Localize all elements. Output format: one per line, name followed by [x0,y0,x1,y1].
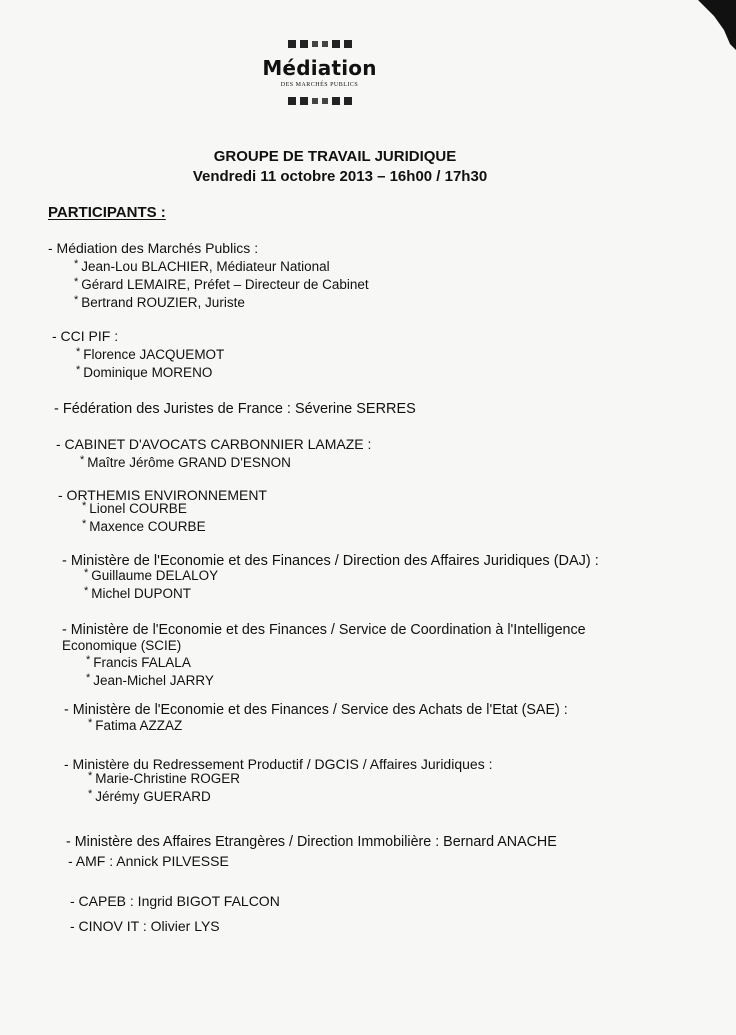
participant-name: * Michel DUPONT [84,586,191,603]
participant-name: * Maître Jérôme GRAND D'ESNON [80,455,291,472]
logo-name: Médiation [262,56,377,80]
mediation-logo [262,40,377,107]
org-line: - Ministère des Affaires Etrangères / Direction Immobilière : Bernard ANACHE [66,834,557,850]
corner-scan-mark [696,0,736,50]
org-line: - Ministère du Redressement Productif / DGCIS / Affaires Juridiques : [64,756,493,772]
participant-name: * Florence JACQUEMOT [76,347,224,364]
logo-subtitle: DES MARCHÉS PUBLICS [280,82,359,88]
org-line: - Ministère de l'Economie et des Finances / Direction des Affaires Juridiques (DAJ) : [62,553,599,569]
participant-name: * Jérémy GUERARD [88,789,211,806]
participant-name: * Lionel COURBE [82,501,187,518]
org-line: - CCI PIF : [52,328,119,344]
participant-name: * Dominique MORENO [76,365,212,382]
participant-name: * Bertrand ROUZIER, Juriste [74,295,245,312]
org-line: - CABINET D'AVOCATS CARBONNIER LAMAZE : [56,436,372,452]
participant-name: * Francis FALALA [86,655,191,672]
org-line: - Ministère de l'Economie et des Finances / Service de Coordination à l'Intelligence [62,622,586,638]
participant-name: * Jean-Lou BLACHIER, Médiateur National [74,259,330,276]
org-line: - AMF : Annick PILVESSE [68,853,229,869]
org-line: - Fédération des Juristes de France : Séverine SERRES [54,401,416,417]
org-line: - ORTHEMIS ENVIRONNEMENT [58,487,267,503]
org-line-continued: Economique (SCIE) [62,638,182,653]
org-line: - CINOV IT : Olivier LYS [70,918,220,934]
logo-top-squares [262,40,377,50]
participant-name: * Gérard LEMAIRE, Préfet – Directeur de Cabinet [74,277,369,294]
document-title: GROUPE DE TRAVAIL JURIDIQUE [213,148,457,165]
participant-name: * Maxence COURBE [82,519,206,536]
participant-name: * Marie-Christine ROGER [88,771,240,788]
org-line: - Médiation des Marchés Publics : [48,240,259,256]
meeting-date: Vendredi 11 octobre 2013 – 16h00 / 17h30 [192,168,488,185]
org-line: - Ministère de l'Economie et des Finances / Service des Achats de l'Etat (SAE) : [64,702,568,718]
participant-name: * Fatima AZZAZ [88,718,182,735]
participant-name: * Jean-Michel JARRY [86,673,214,690]
logo-bottom-squares [262,97,377,107]
org-line: - CAPEB : Ingrid BIGOT FALCON [70,893,280,909]
participant-name: * Guillaume DELALOY [84,568,218,585]
participants-heading: PARTICIPANTS : [48,204,166,221]
